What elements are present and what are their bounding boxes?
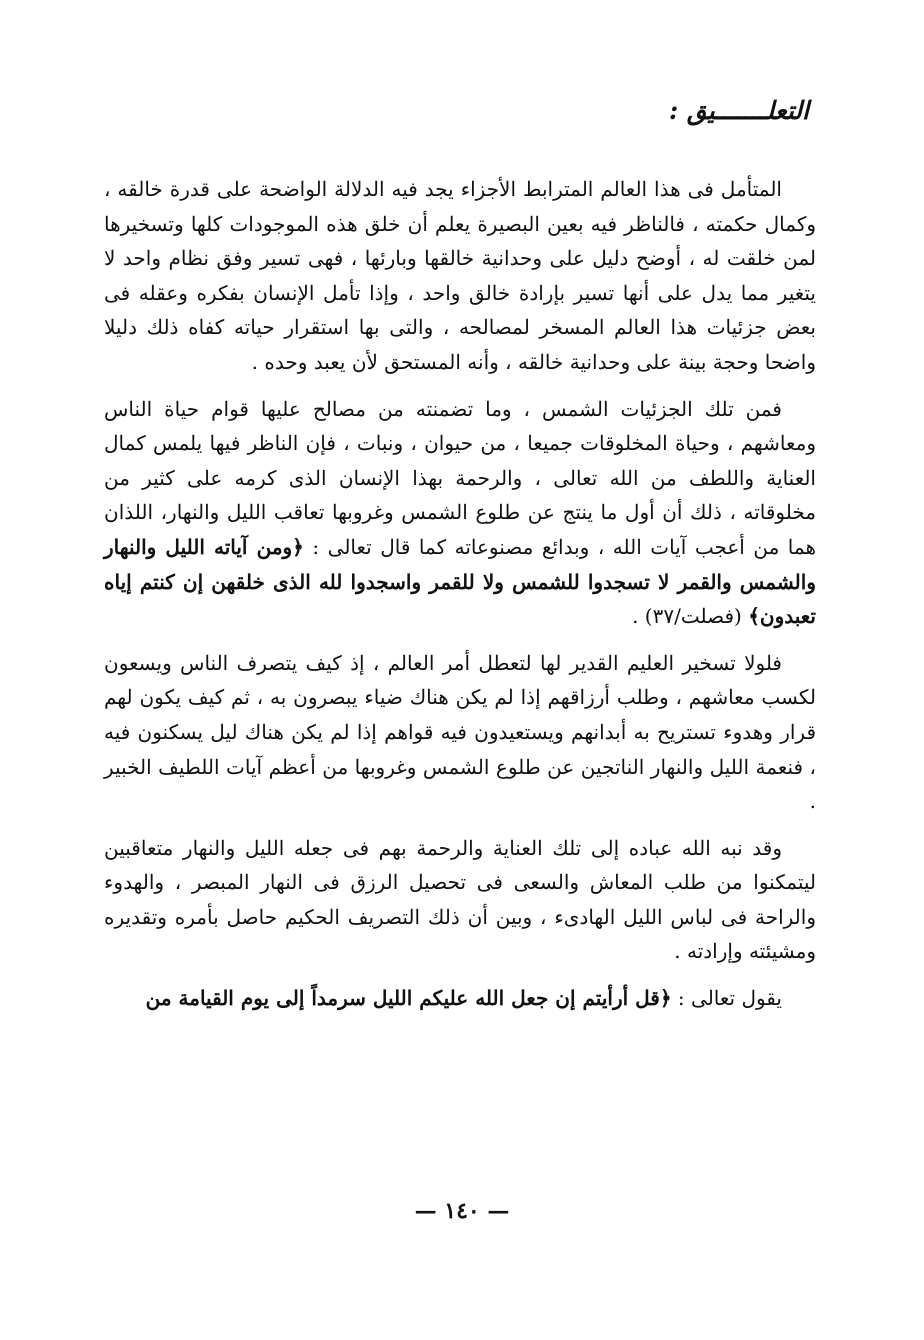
section-heading: التعلـــــــيق : (668, 96, 809, 125)
paragraph-2 (104, 392, 816, 634)
paragraph-5-intro: يقول تعالى : (677, 986, 782, 1011)
commentary-body (104, 172, 816, 1028)
quran-verse-qasas: ﴿قل أرأيتم إن جعل الله عليكم الليل سرمداً إلى يوم القيامة من (145, 986, 672, 1011)
paragraph-5 (104, 981, 816, 1016)
paragraph-2-intro: فمن تلك الجزئيات الشمس ، وما تضمنته من مصالح عليها قوام حياة الناس ومعاشهم ، وحياة المخلوقات جميعا ، من حيوان ، ونبات ، فإن الناظر فيها يلمس كمال العناية واللطف من الله تعالى ، والرحمة بهذا الإنسان الذى كرمه على كثير من مخلوقاته ، ذلك أن أول ما ينتج عن طلوع الشمس وغروبها تعاقب الليل والنهار، اللذان هما من أعجب آيات الله ، وبدائع مصنوعاته كما قال تعالى : (104, 396, 817, 559)
paragraph-1: المتأمل فى هذا العالم المترابط الأجزاء يجد فيه الدلالة الواضحة على قدرة خالقه ، وكمال حكمته ، فالناظر فيه بعين البصيرة يعلم أن خلق هذه الموجودات كلها وتسخيرها لمن خلقت له ، أوضح دليل على وحدانية خالقها وبارئها ، فهى تسير وفق نظام واحد لا يتغير مما يدل على أنها تسير بإرادة خالق واحد ، وإذا تأمل الإنسان بفكره وعقله فى بعض جزئيات هذا العالم المسخر لمصالحه ، والتى بها استقرار حياته كفاه ذلك دليلا واضحا وحجة بينة على وحدانية خالقه ، وأنه المستحق لأن يعبد وحده . (104, 177, 816, 374)
paragraph-3: فلولا تسخير العليم القدير لها لتعطل أمر العالم ، إذ كيف يتصرف الناس ويسعون لكسب معاشهم ، وطلب أرزاقهم إذا لم يكن هناك ضياء يبصرون به ، ثم كيف يكون لهم قرار وهدوء تستريح به أبدانهم ويستعيدون فيه قواهم إذا لم يكن هناك ليل يسكنون فيه ، فنعمة الليل والنهار الناتجين عن طلوع الشمس وغروبها من أعظم آيات اللطيف الخبير . (104, 650, 816, 814)
paragraph-4: وقد نبه الله عباده إلى تلك العناية والرحمة بهم فى جعله الليل والنهار متعاقبين ليتمكنوا من طلب المعاش والسعى فى تحصيل الرزق فى النهار المبصر ، والهدوء والراحة فى لباس الليل الهادىء ، وبين أن ذلك التصريف الحكيم حاصل بأمره وتقديره ومشيئته وإرادته . (104, 835, 816, 964)
page-number: — ١٤٠ — (414, 1198, 510, 1224)
verse-reference: (فصلت/٣٧) . (632, 604, 742, 629)
quran-verse-fussilat: ﴿ومن آياته الليل والنهار والشمس والقمر لا تسجدوا للشمس ولا للقمر واسجدوا لله الذى خلقهن إن كنتم إياه تعبدون﴾ (104, 534, 816, 629)
